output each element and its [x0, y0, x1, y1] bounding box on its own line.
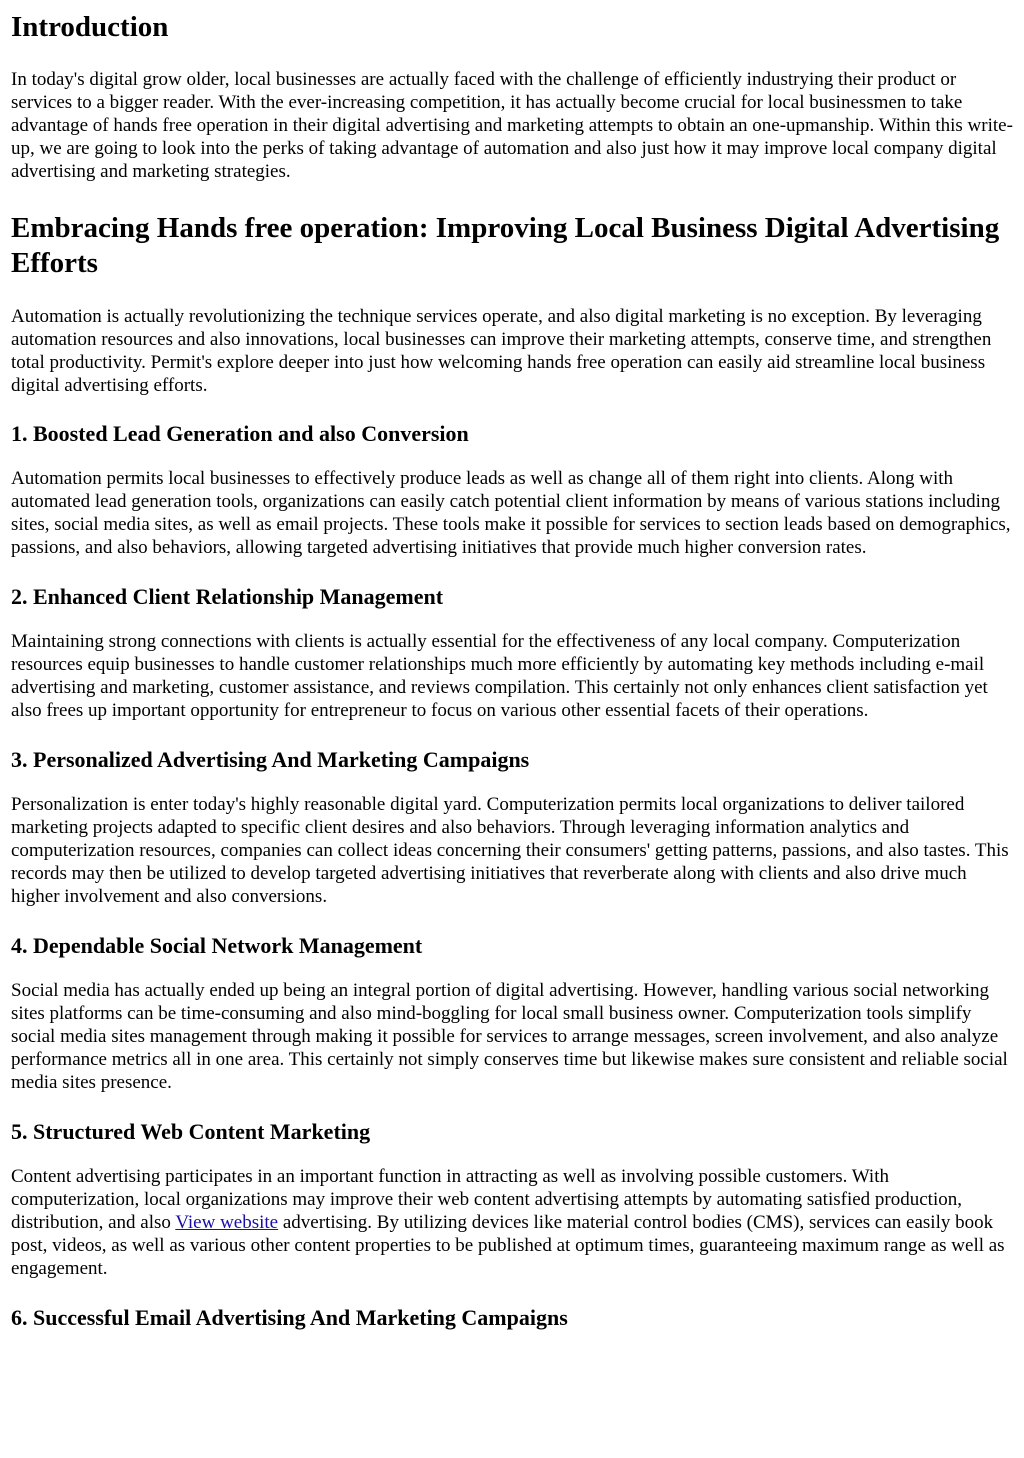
section-3-heading: 3. Personalized Advertising And Marketing Campaigns [11, 747, 530, 772]
section-5-paragraph [11, 1165, 1014, 1280]
section-2 [11, 584, 1014, 722]
view-website-link[interactable]: View website [175, 1212, 279, 1233]
section-1 [11, 421, 1014, 559]
section-4-paragraph: Social media has actually ended up being an integral portion of digital advertising. However, handling various social networking sites platforms can be time-consuming and also mind-boggling for local small business owner. Computerization tools simplify social media sites management through making it possible for services to arrange messages, screen involvement, and also analyze performance metrics all in one area. This certainly not simply conserves time but likewise makes sure consistent and reliable social media sites presence. [11, 980, 1008, 1093]
section-6 [11, 1305, 1014, 1331]
section-1-paragraph: Automation permits local businesses to effectively produce leads as well as change all of them right into clients. Along with automated lead generation tools, organizations can easily catch potential client information by means of various stations including sites, social media sites, as well as email projects. These tools make it possible for services to section leads based on demographics, passions, and also behaviors, allowing targeted advertising initiatives that provide much higher conversion rates. [11, 468, 1011, 558]
main-paragraph: Automation is actually revolutionizing the technique services operate, and also digital marketing is no exception. By leveraging automation resources and also innovations, local businesses can improve their marketing attempts, conserve time, and strengthen total productivity. Permit's explore deeper into just how welcoming hands free operation can easily aid streamline local business digital advertising efforts. [11, 306, 992, 396]
section-2-paragraph: Maintaining strong connections with clients is actually essential for the effectiveness of any local company. Computerization resources equip businesses to handle customer relationships much more efficiently by automating key methods including e-mail advertising and marketing, customer assistance, and reviews compilation. This certainly not only enhances client satisfaction yet also frees up important opportunity for entrepreneur to focus on various other essential facets of their operations. [11, 631, 988, 721]
section-3 [11, 747, 1014, 908]
section-6-heading: 6. Successful Email Advertising And Marketing Campaigns [11, 1305, 568, 1330]
section-5 [11, 1119, 1014, 1280]
section-4 [11, 933, 1014, 1094]
section-5-text-before-link: Content advertising participates in an important function in attracting as well as involving possible customers. With computerization, local organizations may improve their web content advertising attempts by automating satisfied production, distribution, and also [11, 1166, 962, 1233]
section-1-heading: 1. Boosted Lead Generation and also Conversion [11, 421, 469, 446]
section-2-heading: 2. Enhanced Client Relationship Management [11, 584, 444, 609]
section-4-heading: 4. Dependable Social Network Management [11, 933, 423, 958]
main-heading: Embracing Hands free operation: Improving Local Business Digital Advertising Efforts [11, 212, 1000, 279]
section-5-heading: 5. Structured Web Content Marketing [11, 1119, 371, 1144]
section-3-paragraph: Personalization is enter today's highly reasonable digital yard. Computerization permits local organizations to deliver tailored marketing projects adapted to specific client desires and also behaviors. Through leveraging information analytics and computerization resources, companies can collect ideas concerning their consumers' getting patterns, passions, and also tastes. This records may then be utilized to develop targeted advertising initiatives that reverberate along with clients and also drive much higher involvement and also conversions. [11, 794, 1009, 907]
intro-heading: Introduction [11, 11, 169, 43]
section-5-text-after-link: advertising. By utilizing devices like material control bodies (CMS), services can easily book post, videos, as well as various other content properties to be published at optimum times, guaranteeing maximum range as well as engagement. [11, 1212, 1005, 1279]
intro-paragraph: In today's digital grow older, local businesses are actually faced with the challenge of efficiently industrying their product or services to a bigger reader. With the ever-increasing competition, it has actually become crucial for local businessmen to take advantage of hands free operation in their digital advertising and marketing attempts to obtain an one-upmanship. Within this write-up, we are going to look into the perks of taking advantage of automation and also just how it may improve local company digital advertising and marketing strategies. [11, 69, 1013, 182]
article [0, 10, 1024, 1331]
